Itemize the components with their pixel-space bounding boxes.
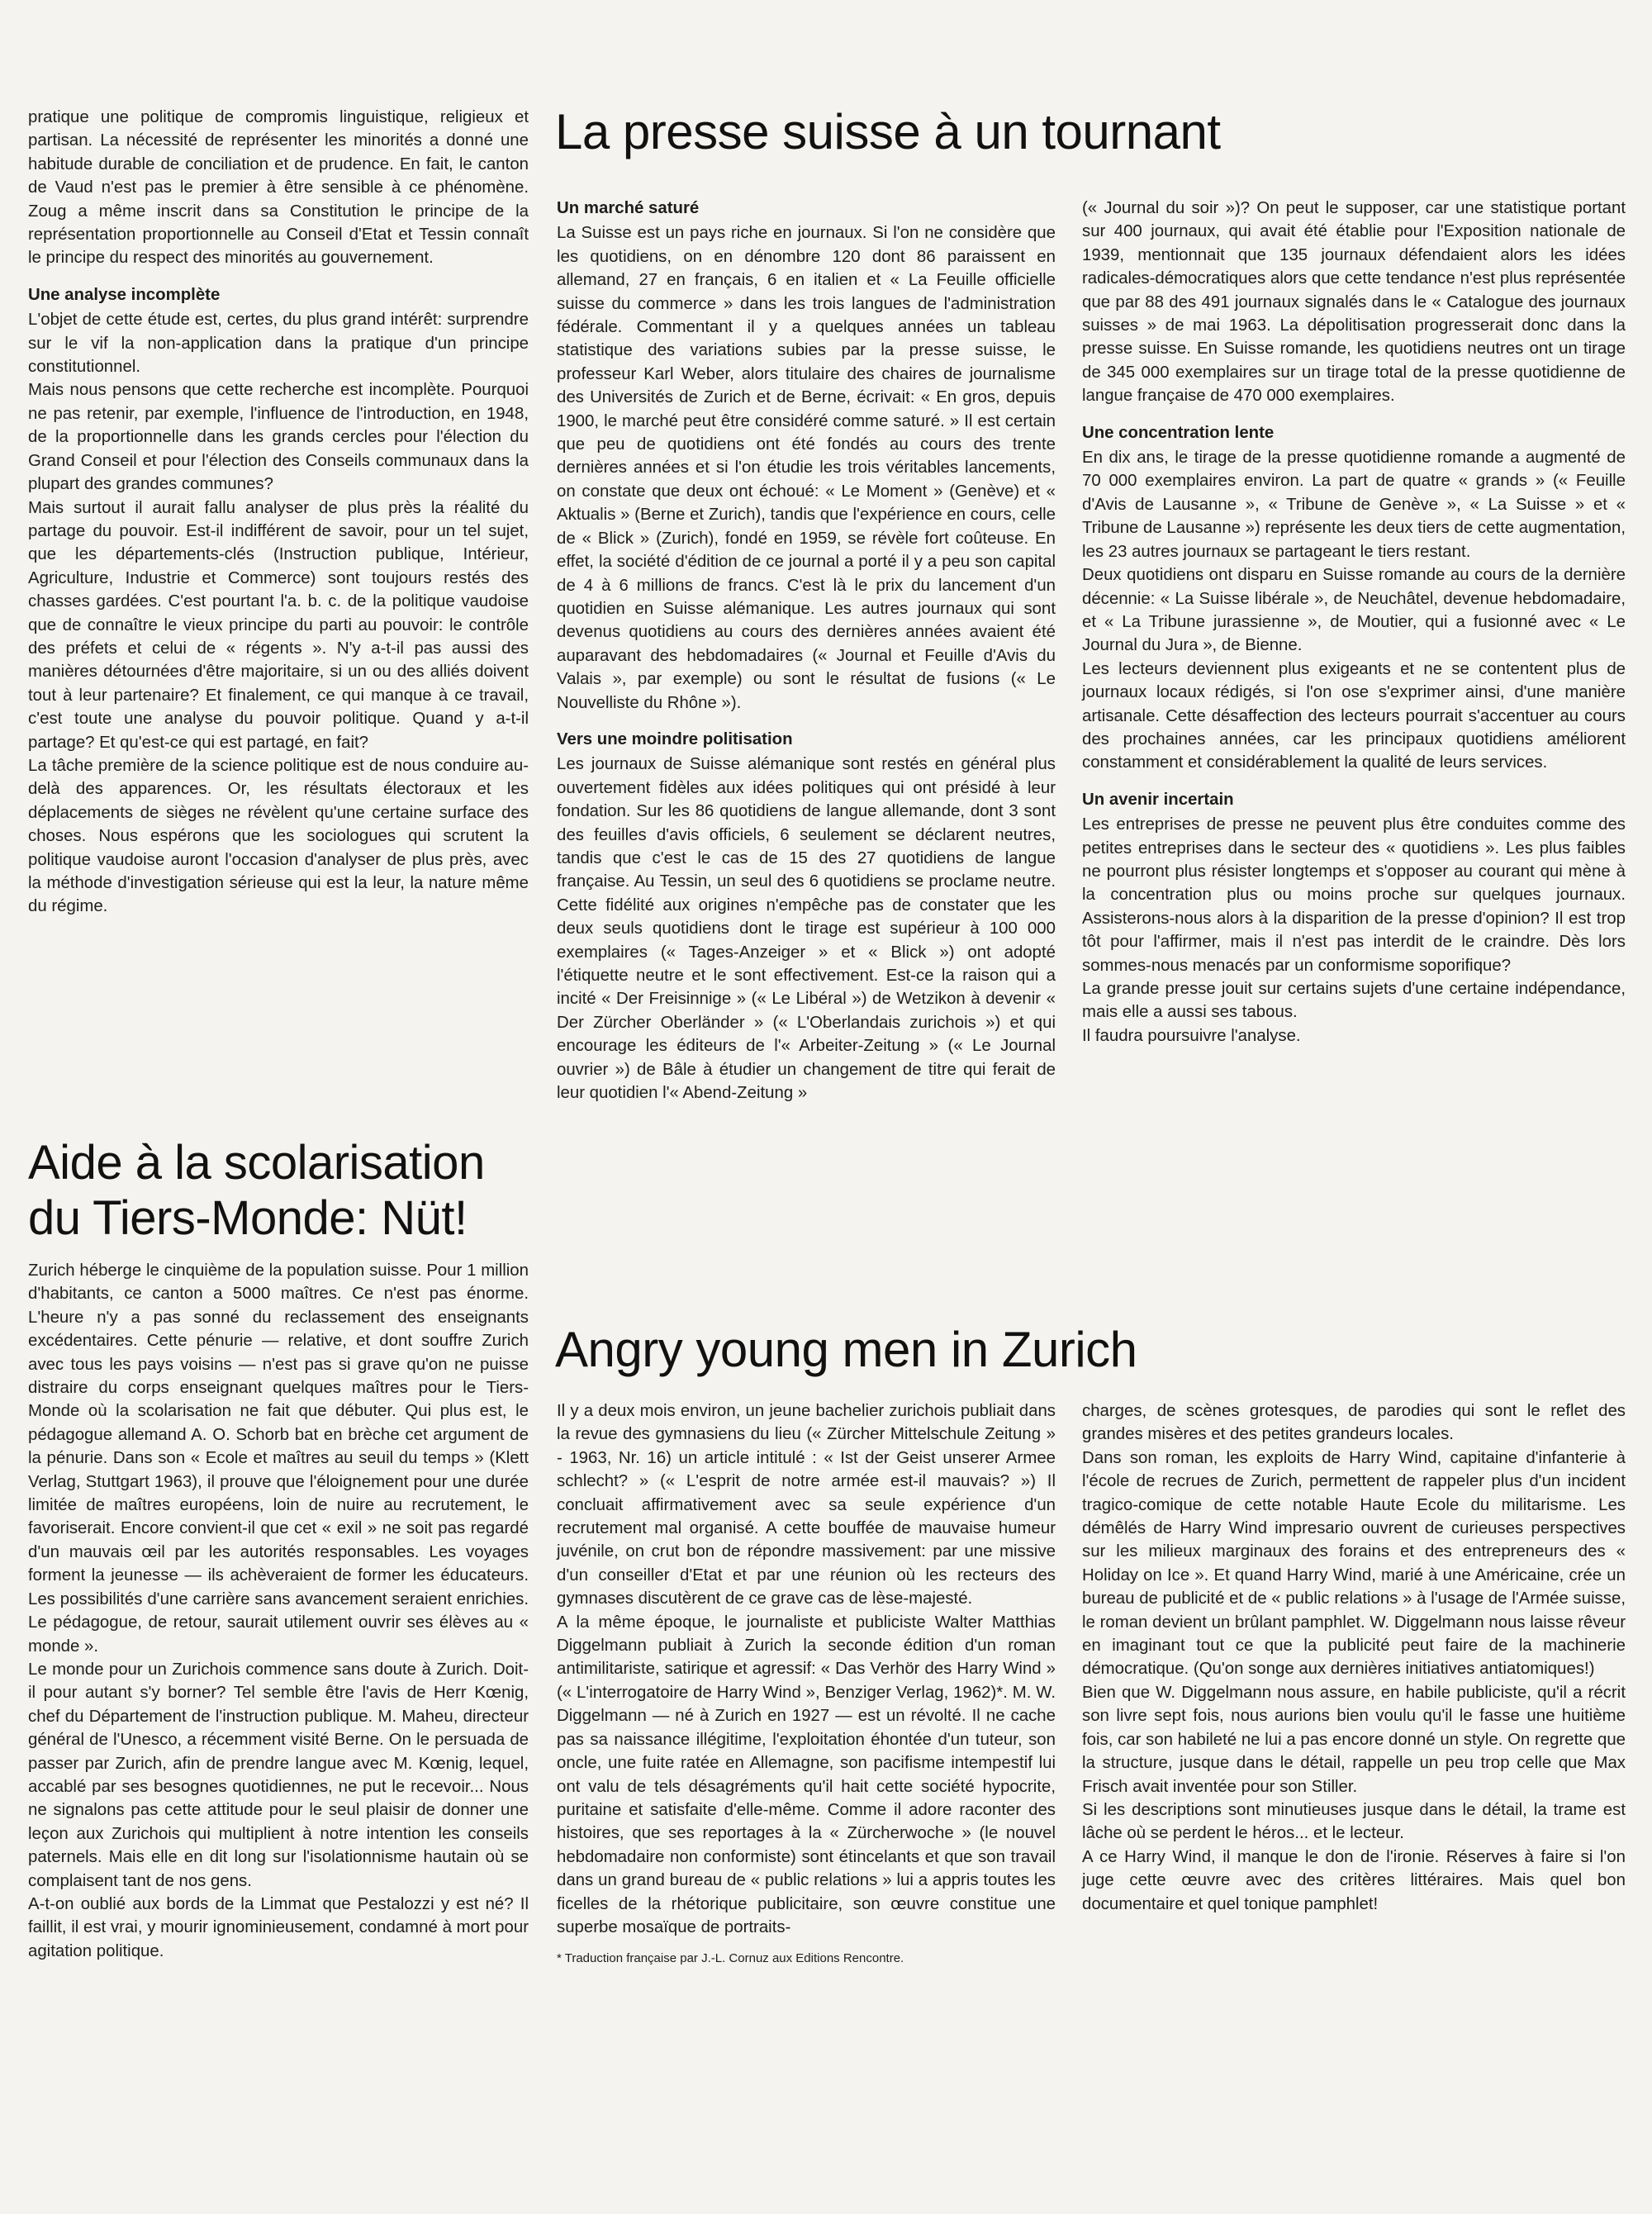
paragraph: La Suisse est un pays riche en journaux. Si l'on ne considère que les quotidiens, on en dénombre 120 dont 86 paraissent en allemand, 27 en français, 6 en italien et « La Feuille officielle suisse du commerce » dans les trois langues de l'administration fédérale. Commentant il y a quelques années un tableau statistique des variations subies par la presse suisse, le professeur Karl Weber, alors titulaire des chaires de journalisme des Universités de Zurich et de Berne, écrivait: « En gros, depuis 1900, le marché peut être considéré comme saturé. » Il est certain que peu de quotidiens ont été fondés au cours des trente dernières années et si l'on étudie les trois véritables lancements, on constate que deux ont échoué: « Le Moment » (Genève) et « Aktualis » (Berne et Zurich), tandis que l'expérience en cours, celle de « Blick » (Zurich), fondé en 1959, se révèle fort coûteuse. En effet, la société d'édition de ce journal a porté il y a peu son capital de 4 à 6 millions de francs. C'est là le prix du lancement d'un quotidien en Suisse alémanique. Les autres journaux qui sont devenus quotidiens au cours des dernières années avaient été auparavant des hebdomadaires (« Journal et Feuille d'Avis du Valais », par exemple) ou sont le résultat de fusions (« Le Nouvelliste du Rhône »). <box>557 224 1056 712</box>
aide-column <box>28 1259 529 1963</box>
paragraph: Les entreprises de presse ne peuvent plus être conduites comme des petites entreprises dans le secteur des « quotidiens ». Les plus faibles ne pourront plus résister longtemps et s'opposer au courant qui mène à la concentration plus ou moins proche sur quelques journaux. Assisterons-nous alors à la disparition de la presse d'opinion? Il est trop tôt pour l'affirmer, mais il n'est pas interdit de le craindre. Dès lors sommes-nous menacés par un conformisme soporifique? <box>1082 815 1626 975</box>
left-column-top <box>28 106 529 919</box>
paragraph: A ce Harry Wind, il manque le don de l'ironie. Réserves à faire si l'on juge cette œuvre avec des critères littéraires. Mais quel bon documentaire et quel tonique pamphlet! <box>1082 1847 1626 1913</box>
paragraph: Zurich héberge le cinquième de la population suisse. Pour 1 million d'habitants, ce canton a 5000 maîtres. Ce n'est pas énorme. L'heure n'y a pas sonné du reclassement des enseignants excédentaires. Cette pénurie — relative, et dont souffre Zurich avec tous les pays voisins — n'est pas si grave qu'on ne puisse distraire du corps enseignant quelques maîtres pour le Tiers-Monde où la scolarisation ne fait que débuter. Qui plus est, le pédagogue allemand A. O. Schorb bat en brèche cet argument de la pénurie. Dans son « Ecole et maîtres au seuil du temps » (Klett Verlag, Stuttgart 1963), il prouve que l'éloignement pour une durée limitée de maîtres européens, loin de nuire au recrutement, le favoriserait. Encore convient-il que cet « exil » ne soit pas regardé d'un mauvais œil par les autorités responsables. Les voyages forment la jeunesse — ils achèveraient de former les éducateurs. Les possibilités d'une carrière sans avancement seraient enrichies. Le pédagogue, de retour, saurait utilement ouvrir ses élèves au « monde ». <box>28 1261 529 1656</box>
paragraph: A-t-on oublié aux bords de la Limmat que Pestalozzi y est né? Il faillit, il est vrai, y mourir ignominieusement, condamné à mort pour agitation politique. <box>28 1894 529 1960</box>
paragraph: En dix ans, le tirage de la presse quotidienne romande a augmenté de 70 000 exemplaires environ. La part de quatre « grands » (« Feuille d'Avis de Lausanne », « Tribune de Genève », « La Suisse » et « Tribune de Lausanne ») représente les deux tiers de cette augmentation, les 23 autres journaux se partageant le tiers restant. <box>1082 449 1626 561</box>
paragraph: Il faudra poursuivre l'analyse. <box>1082 1026 1301 1045</box>
paragraph: Il y a deux mois environ, un jeune bachelier zurichois publiait dans la revue des gymnasiens du lieu (« Zürcher Mittelschule Zeitung » - 1963, Nr. 16) un article intitulé : « Ist der Geist unserer Armee schlecht? » (« L'esprit de notre armée est-il mauvais? ») Il concluait affirmativement avec sa seule expérience d'un recrutement mal organisé. A cette bouffée de mauvaise humeur juvénile, on crut bon de répondre massivement: par une missive d'un conseiller d'Etat et par une réunion où les recteurs des gymnases discutèrent de ce grave cas de lèse-majesté. <box>557 1402 1056 1608</box>
paragraph: Si les descriptions sont minutieuses jusque dans le détail, la trame est lâche où se perdent le héros... et le lecteur. <box>1082 1800 1626 1843</box>
paragraph: A la même époque, le journaliste et publiciste Walter Matthias Diggelmann publiait à Zurich la seconde édition d'un roman antimilitariste, satirique et agressif: « Das Verhör des Harry Wind » (« L'interrogatoire de Harry Wind », Benziger Verlag, 1962)*. M. W. Diggelmann — né à Zurich en 1927 — est un révolté. Il ne cache pas sa naissance illégitime, l'exploitation éhontée d'un tuteur, son oncle, une fuite ratée en Allemagne, son pacifisme intempestif lui ont valu de tels désagréments qu'il hait cette société hypocrite, puritaine et satisfaite d'elle-même. Comme il adore raconter des histoires, que ses reportages à la « Zürcherwoche » (le nouvel hebdomadaire non conformiste) sont étincelants et que son travail dans un grand bureau de « public relations » lui a appris toutes les ficelles de la rhétorique publicitaire, son œuvre constitue une superbe mosaïque de portraits- <box>557 1613 1056 1936</box>
paragraph: Dans son roman, les exploits de Harry Wind, capitaine d'infanterie à l'école de recrues de Zurich, permettent de rappeler plus d'un incident tragico-comique de cette notable Haute Ecole du militarisme. Les démêlés de Harry Wind impresario ouvrent de curieuses perspectives sur les milieux marginaux des forains et des entrepreneurs des « Holiday on Ice ». Et quand Harry Wind, marié à une Américaine, crée un bureau de publicité et de « public relations » à l'usage de l'Armée suisse, le roman devient un brûlant pamphlet. W. Diggelmann nous laisse rêveur en imaginant tout ce que la publicité peut faire de la machinerie démocratique. (Qu'on songe aux dernières initiatives antiatomiques!) <box>1082 1448 1626 1679</box>
article-title-aide: Aide à la scolarisation du Tiers-Monde: Nüt! <box>28 1136 485 1245</box>
angry-column-2 <box>1082 1399 1626 1916</box>
paragraph: Deux quotidiens ont disparu en Suisse romande au cours de la dernière décennie: « La Suisse libérale », de Neuchâtel, devenue hebdomadaire, et « La Tribune jurassienne », de Moutier, qui a fusionné avec « Le Journal du Jura », de Bienne. <box>1082 566 1626 655</box>
presse-column-1 <box>557 197 1056 1105</box>
paragraph: charges, de scènes grotesques, de parodies qui sont le reflet des grandes misères et des petites grandeurs locales. <box>1082 1402 1626 1444</box>
paragraph: pratique une politique de compromis linguistique, religieux et partisan. La nécessité de représenter les minorités a donné une habitude durable de conciliation et de prudence. En fait, le canton de Vaud n'est pas le premier à être sensible à ce phénomène. Zoug a même inscrit dans sa Constitution le principe de la représentation proportionnelle au Conseil d'Etat et Tessin connaît le principe du respect des minorités au gouvernement. <box>28 108 529 268</box>
paragraph: Mais surtout il aurait fallu analyser de plus près la réalité du partage du pouvoir. Est-il indifférent de savoir, pour un tel sujet, que les départements-clés (Instruction publique, Intérieur, Agriculture, Industrie et Commerce) sont toujours restés des chasses gardées. C'est pourtant l'a. b. c. de la politique vaudoise que de connaître le vieux principe du parti au pouvoir: le contrôle des préfets et celui de « régents ». N'y a-t-il pas aussi des manières détournées d'être majoritaire, si un ou des alliés doivent tout à leur partenaire? Et finalement, ce qui manque à ce travail, c'est toute une analyse du pouvoir politique. Quand y a-t-il partage? Et qu'est-ce qui est partagé, en fait? <box>28 498 529 752</box>
paragraph: La tâche première de la science politique est de nous conduire au-delà des apparences. Or, les résultats électoraux et les déplacements de sièges ne révèlent qu'une certaine surface des choses. Nous espérons que les sociologues qui scrutent la politique vaudoise auront l'occasion d'analyser de plus près, avec la méthode d'investigation sérieuse qui est la leur, la nature même du régime. <box>28 756 529 916</box>
subheading: Un marché saturé <box>557 199 700 217</box>
article-title-presse: La presse suisse à un tournant <box>555 104 1221 159</box>
subheading: Une concentration lente <box>1082 423 1275 442</box>
presse-column-2 <box>1082 197 1626 1048</box>
subheading: Vers une moindre politisation <box>557 729 793 748</box>
paragraph: Les journaux de Suisse alémanique sont restés en général plus ouvertement fidèles aux idées politiques qui ont présidé à leur fondation. Sur les 86 quotidiens de langue allemande, dont 3 sont des feuilles d'avis officiels, 6 seulement se déclarent neutres, tandis que c'est le cas de 15 des 27 quotidiens de langue française. Au Tessin, un seul des 6 quotidiens se proclame neutre. Cette fidélité aux origines n'empêche pas de constater que les deux seuls quotidiens dont le tirage est supérieur à 100 000 exemplaires (« Tages-Anzeiger » et « Blick ») ont adopté l'étiquette neutre et le sont effectivement. Est-ce la raison qui a incité « Der Freisinnige » (« Le Libéral ») de Wetzikon à devenir « Der Zürcher Oberländer » (« L'Oberlandais zurichois ») et qui encourage les éditeurs de l'« Arbeiter-Zeitung » (« Le Journal ouvrier ») de Bâle à étudier un changement de titre qui ferait de leur quotidien l'« Abend-Zeitung » <box>557 755 1056 1103</box>
paragraph: (« Journal du soir »)? On peut le supposer, car une statistique portant sur 400 journaux, qui avait été établie pour l'Exposition nationale de 1939, mentionnait que 135 journaux défendaient alors les idées radicales-démocratiques alors que cette tendance n'est plus représentée que par 88 des 491 journaux signalés dans le « Catalogue des journaux suisses » de mai 1963. La dépolitisation progresserait donc dans la presse suisse. En Suisse romande, les quotidiens neutres ont un tirage de 345 000 exemplaires sur un tirage total de la presse quotidienne de langue française de 470 000 exemplaires. <box>1082 199 1626 406</box>
footnote: * Traduction française par J.-L. Cornuz aux Editions Rencontre. <box>557 1951 904 1966</box>
article-title-angry: Angry young men in Zurich <box>555 1322 1137 1377</box>
paragraph: La grande presse jouit sur certains sujets d'une certaine indépendance, mais elle a aussi ses tabous. <box>1082 980 1626 1022</box>
paragraph: L'objet de cette étude est, certes, du plus grand intérêt: surprendre sur le vif la non-application dans la pratique d'un principe constitutionnel. <box>28 311 529 377</box>
paragraph: Les lecteurs deviennent plus exigeants et ne se contentent plus de journaux locaux rédigés, si l'on ose s'exprimer ainsi, d'une manière artisanale. Cette désaffection des lecteurs pourrait s'accentuer au cours des prochaines années, car les principaux quotidiens améliorent constamment et considérablement la qualité de leurs services. <box>1082 659 1626 772</box>
subheading: Une analyse incomplète <box>28 285 221 304</box>
subheading: Un avenir incertain <box>1082 790 1234 809</box>
paragraph: Bien que W. Diggelmann nous assure, en habile publiciste, qu'il a récrit son livre sept fois, nous aurions bien voulu qu'il le fasse une huitième fois, car son habileté ne lui a pas encore donné un style. On regrette que la structure, jusque dans le détail, rappelle un peu trop celle que Max Frisch avait inventée pour son Stiller. <box>1082 1683 1626 1796</box>
paragraph: Mais nous pensons que cette recherche est incomplète. Pourquoi ne pas retenir, par exemple, l'influence de l'introduction, en 1948, de la proportionnelle dans les grands cercles pour l'élection du Grand Conseil et pour l'élection des Conseils communaux dans la plupart des grandes communes? <box>28 381 529 494</box>
paragraph: Le monde pour un Zurichois commence sans doute à Zurich. Doit-il pour autant s'y borner? Tel semble être l'avis de Herr Kœnig, chef du Département de l'instruction publique. M. Maheu, directeur général de l'Unesco, a récemment visité Berne. On le persuada de passer par Zurich, afin de prendre langue avec M. Kœnig, lequel, accablé par ses besognes quotidiennes, ne put le recevoir... Nous ne signalons pas cette attitude pour le seul plaisir de donner une leçon aux Zurichois qui multiplient à notre intention les conseils paternels. Mais elle en dit long sur l'isolationnisme hautain où se complaisent tant de nos gens. <box>28 1660 529 1890</box>
angry-column-1 <box>557 1399 1056 1967</box>
